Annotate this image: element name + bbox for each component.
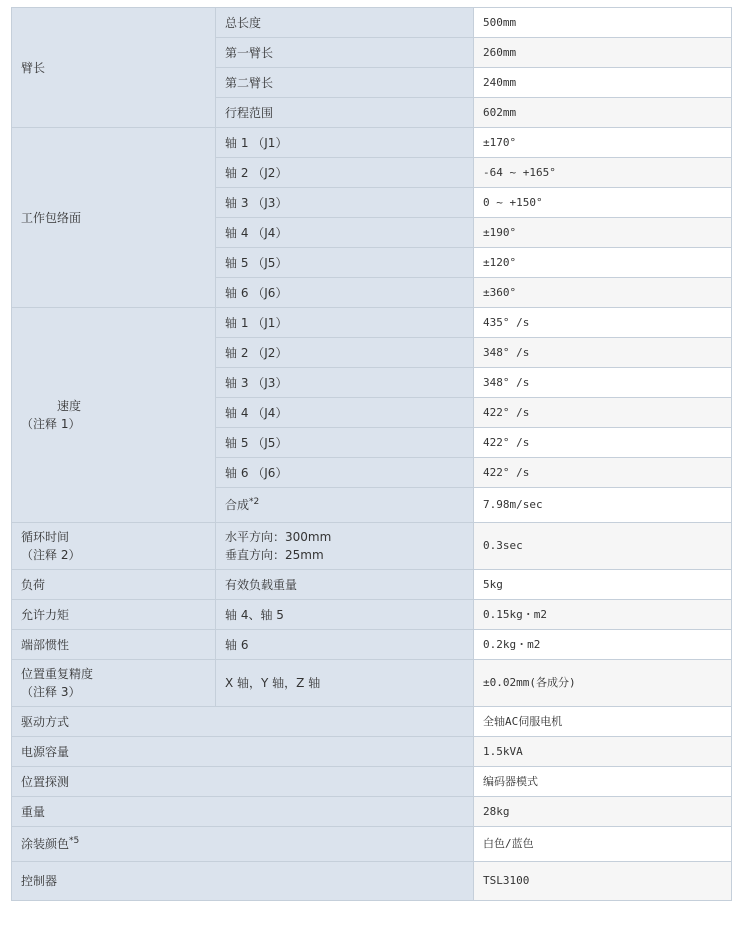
table-row — [12, 128, 732, 158]
category-speed — [12, 308, 216, 523]
spec-value: -64 ~ +165° — [474, 158, 732, 188]
spec-value: ±0.02mm(各成分) — [474, 660, 732, 707]
category-speed-note: （注释 1） — [21, 417, 81, 431]
category-arm-length: 臂长 — [12, 8, 216, 128]
sub-label: 轴 5 （J5） — [216, 428, 474, 458]
sub-label: 总长度 — [216, 8, 474, 38]
spec-value: ±120° — [474, 248, 732, 278]
category-paint-color — [12, 827, 474, 862]
paint-color-label: 涂装颜色 — [21, 837, 70, 851]
sub-label: 轴 2 （J2） — [216, 338, 474, 368]
spec-value: 5kg — [474, 570, 732, 600]
spec-value: 编码器模式 — [474, 767, 732, 797]
table-row — [12, 707, 732, 737]
spec-value: 240mm — [474, 68, 732, 98]
spec-value: 348° /s — [474, 338, 732, 368]
spec-value: 348° /s — [474, 368, 732, 398]
table-row — [12, 797, 732, 827]
spec-value: 602mm — [474, 98, 732, 128]
spec-value: 0.15kg・m2 — [474, 600, 732, 630]
category-controller: 控制器 — [12, 862, 474, 901]
sub-label: 轴 2 （J2） — [216, 158, 474, 188]
composite-footnote-mark: *2 — [249, 497, 260, 507]
sub-label: 轴 4 （J4） — [216, 218, 474, 248]
table-row — [12, 8, 732, 38]
table-row — [12, 767, 732, 797]
category-allowable-moment: 允许力矩 — [12, 600, 216, 630]
table-row — [12, 630, 732, 660]
paint-color-footnote-mark: *5 — [69, 836, 80, 846]
vertical-direction: 垂直方向：25mm — [225, 548, 324, 562]
spec-value: 0 ~ +150° — [474, 188, 732, 218]
table-row — [12, 660, 732, 707]
sub-label: 第二臂长 — [216, 68, 474, 98]
sub-label: 轴 4、轴 5 — [216, 600, 474, 630]
spec-value: 全轴AC伺服电机 — [474, 707, 732, 737]
spec-value: ±190° — [474, 218, 732, 248]
sub-label: 轴 3 （J3） — [216, 368, 474, 398]
spec-value: 0.2kg・m2 — [474, 630, 732, 660]
category-drive: 驱动方式 — [12, 707, 474, 737]
spec-value: 0.3sec — [474, 523, 732, 570]
sub-label: 轴 3 （J3） — [216, 188, 474, 218]
sub-label: 轴 6 （J6） — [216, 458, 474, 488]
spec-value: 422° /s — [474, 458, 732, 488]
category-speed-label: 速度 — [57, 399, 82, 413]
horizontal-direction: 水平方向：300mm — [225, 530, 332, 544]
sub-label: 轴 1 （J1） — [216, 308, 474, 338]
category-repeatability-note: （注释 3） — [21, 685, 81, 699]
category-power: 电源容量 — [12, 737, 474, 767]
category-position-detection: 位置探测 — [12, 767, 474, 797]
sub-label-cycle — [216, 523, 474, 570]
spec-value: TSL3100 — [474, 862, 732, 901]
sub-label: 有效负载重量 — [216, 570, 474, 600]
table-row — [12, 523, 732, 570]
sub-label: 第一臂长 — [216, 38, 474, 68]
sub-label-composite — [216, 488, 474, 523]
table-row — [12, 737, 732, 767]
category-cycle-time-note: （注释 2） — [21, 548, 81, 562]
sub-label: 轴 6 — [216, 630, 474, 660]
sub-label: 行程范围 — [216, 98, 474, 128]
spec-value: 435° /s — [474, 308, 732, 338]
category-repeatability-label: 位置重复精度 — [21, 667, 94, 681]
spec-table — [11, 7, 732, 901]
category-repeatability — [12, 660, 216, 707]
table-row — [12, 570, 732, 600]
table-row — [12, 600, 732, 630]
table-row — [12, 827, 732, 862]
category-weight: 重量 — [12, 797, 474, 827]
spec-value: 260mm — [474, 38, 732, 68]
spec-value: 422° /s — [474, 398, 732, 428]
sub-label: 轴 4 （J4） — [216, 398, 474, 428]
category-end-inertia: 端部惯性 — [12, 630, 216, 660]
spec-value: ±360° — [474, 278, 732, 308]
spec-value: 1.5kVA — [474, 737, 732, 767]
composite-label: 合成 — [225, 498, 250, 512]
spec-value: 500mm — [474, 8, 732, 38]
spec-value: 28kg — [474, 797, 732, 827]
category-payload: 负荷 — [12, 570, 216, 600]
sub-label: X 轴，Y 轴，Z 轴 — [216, 660, 474, 707]
table-row — [12, 862, 732, 901]
category-work-envelope: 工作包络面 — [12, 128, 216, 308]
sub-label: 轴 1 （J1） — [216, 128, 474, 158]
category-cycle-time — [12, 523, 216, 570]
sub-label: 轴 6 （J6） — [216, 278, 474, 308]
spec-value: 422° /s — [474, 428, 732, 458]
spec-value: ±170° — [474, 128, 732, 158]
spec-value: 白色/蓝色 — [474, 827, 732, 862]
sub-label: 轴 5 （J5） — [216, 248, 474, 278]
spec-value: 7.98m/sec — [474, 488, 732, 523]
category-cycle-time-label: 循环时间 — [21, 530, 70, 544]
table-row — [12, 308, 732, 338]
